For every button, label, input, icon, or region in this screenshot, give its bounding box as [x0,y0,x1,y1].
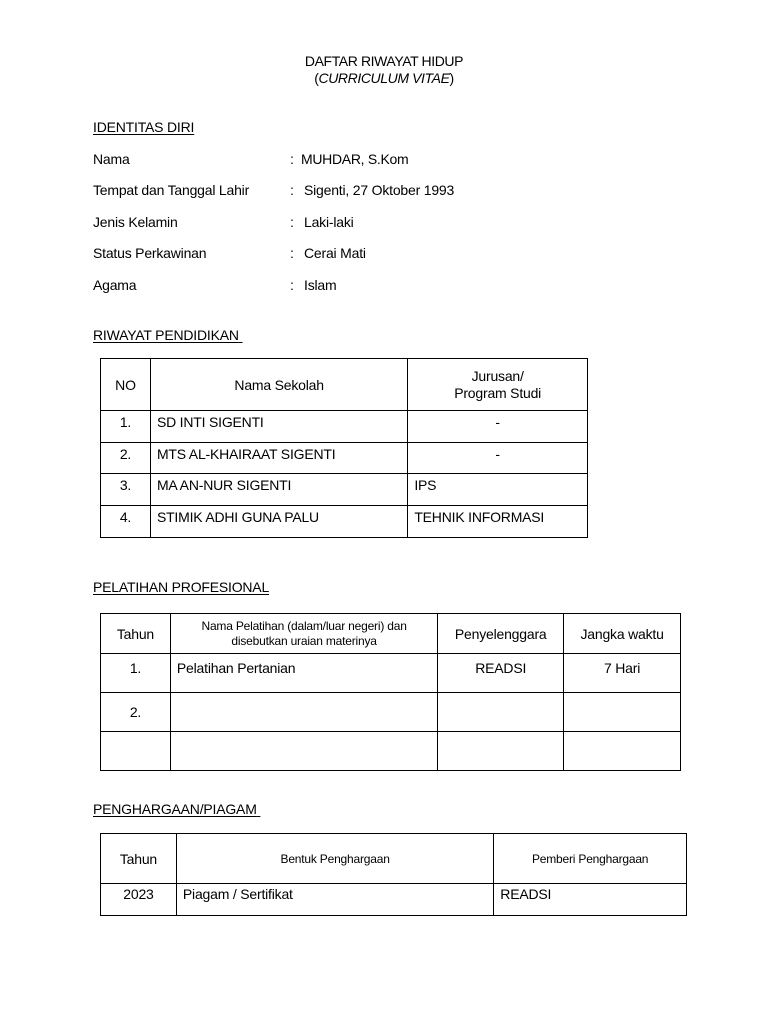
document-subtitle [0,70,768,86]
training-table [100,613,681,771]
cell-training-name [170,693,437,732]
header-no: NO [101,359,151,411]
cell-training-name: Pelatihan Pertanian [170,654,437,693]
header-organizer: Penyelenggara [438,614,564,654]
cell-major: - [408,411,588,443]
header-training-name-line1: Nama Pelatihan (dalam/luar negeri) dan [201,618,407,633]
cell-school: MTS AL-KHAIRAAT SIGENTI [150,443,407,474]
cell-school: MA AN-NUR SIGENTI [150,474,407,506]
cell-duration: 7 Hari [564,654,681,693]
identity-label-marital: Status Perkawinan [93,245,207,261]
cell-major: - [408,443,588,474]
header-school: Nama Sekolah [150,359,407,411]
cell-award-form: Piagam / Sertifikat [176,884,493,916]
table-row [101,506,588,538]
section-heading-awards [93,801,260,817]
table-row [101,474,588,506]
identity-colon: : [290,245,294,261]
header-year: Tahun [101,834,177,884]
cell-no: 4. [101,506,151,538]
subtitle-open-paren: ( [314,70,319,86]
cell-school: STIMIK ADHI GUNA PALU [150,506,407,538]
cell-organizer [438,732,564,771]
identity-label-birth: Tempat dan Tanggal Lahir [93,182,250,198]
cell-organizer [438,693,564,732]
table-row [101,884,687,916]
awards-heading-text: PENGHARGAAN/PIAGAM [93,801,257,817]
education-table [100,358,588,538]
table-header-row [101,359,588,411]
cell-year: 2023 [101,884,177,916]
cell-duration [564,693,681,732]
section-heading-training: PELATIHAN PROFESIONAL [93,579,270,595]
subtitle-text: CURRICULUM VITAE [318,70,450,86]
header-year: Tahun [101,614,171,654]
header-training-name-line2: disebutkan uraian materinya [231,633,377,648]
cell-year: 1. [101,654,171,693]
identity-value-religion: Islam [304,277,337,293]
table-row [101,411,588,443]
identity-value-name: MUHDAR, S.Kom [301,151,409,167]
cell-training-name [170,732,437,771]
header-major-line1: Jurusan/ [471,367,524,384]
header-award-giver: Pemberi Penghargaan [494,834,687,884]
document-title: DAFTAR RIWAYAT HIDUP [304,53,464,69]
cell-no: 3. [101,474,151,506]
cell-organizer: READSI [438,654,564,693]
header-duration: Jangka waktu [564,614,681,654]
table-header-row [101,614,681,654]
table-row [101,693,681,732]
subtitle-close-paren: ) [449,70,454,86]
cell-award-giver: READSI [494,884,687,916]
header-training-name [170,614,437,654]
identity-label-religion: Agama [93,277,137,293]
identity-colon: : [290,182,294,198]
cell-major: TEHNIK INFORMASI [408,506,588,538]
cell-no: 2. [101,443,151,474]
section-heading-identity: IDENTITAS DIRI [93,119,195,135]
identity-colon: : [290,214,294,230]
header-award-form: Bentuk Penghargaan [176,834,493,884]
header-major-line2: Program Studi [454,384,542,401]
header-major [408,359,588,411]
cell-year: 2. [101,693,171,732]
identity-value-gender: Laki-laki [304,214,354,230]
table-header-row [101,834,687,884]
section-heading-education [93,327,242,343]
cell-no: 1. [101,411,151,443]
identity-label-name: Nama [93,151,130,167]
table-row [101,443,588,474]
identity-colon: : [290,151,294,167]
identity-value-marital: Cerai Mati [304,245,366,261]
cell-year [101,732,171,771]
identity-colon: : [290,277,294,293]
identity-value-birth: Sigenti, 27 Oktober 1993 [304,182,455,198]
cell-major: IPS [408,474,588,506]
table-row [101,654,681,693]
cell-school: SD INTI SIGENTI [150,411,407,443]
cell-duration [564,732,681,771]
education-heading-text: RIWAYAT PENDIDIKAN [93,327,239,343]
awards-table [100,833,687,916]
table-row [101,732,681,771]
identity-label-gender: Jenis Kelamin [93,214,178,230]
